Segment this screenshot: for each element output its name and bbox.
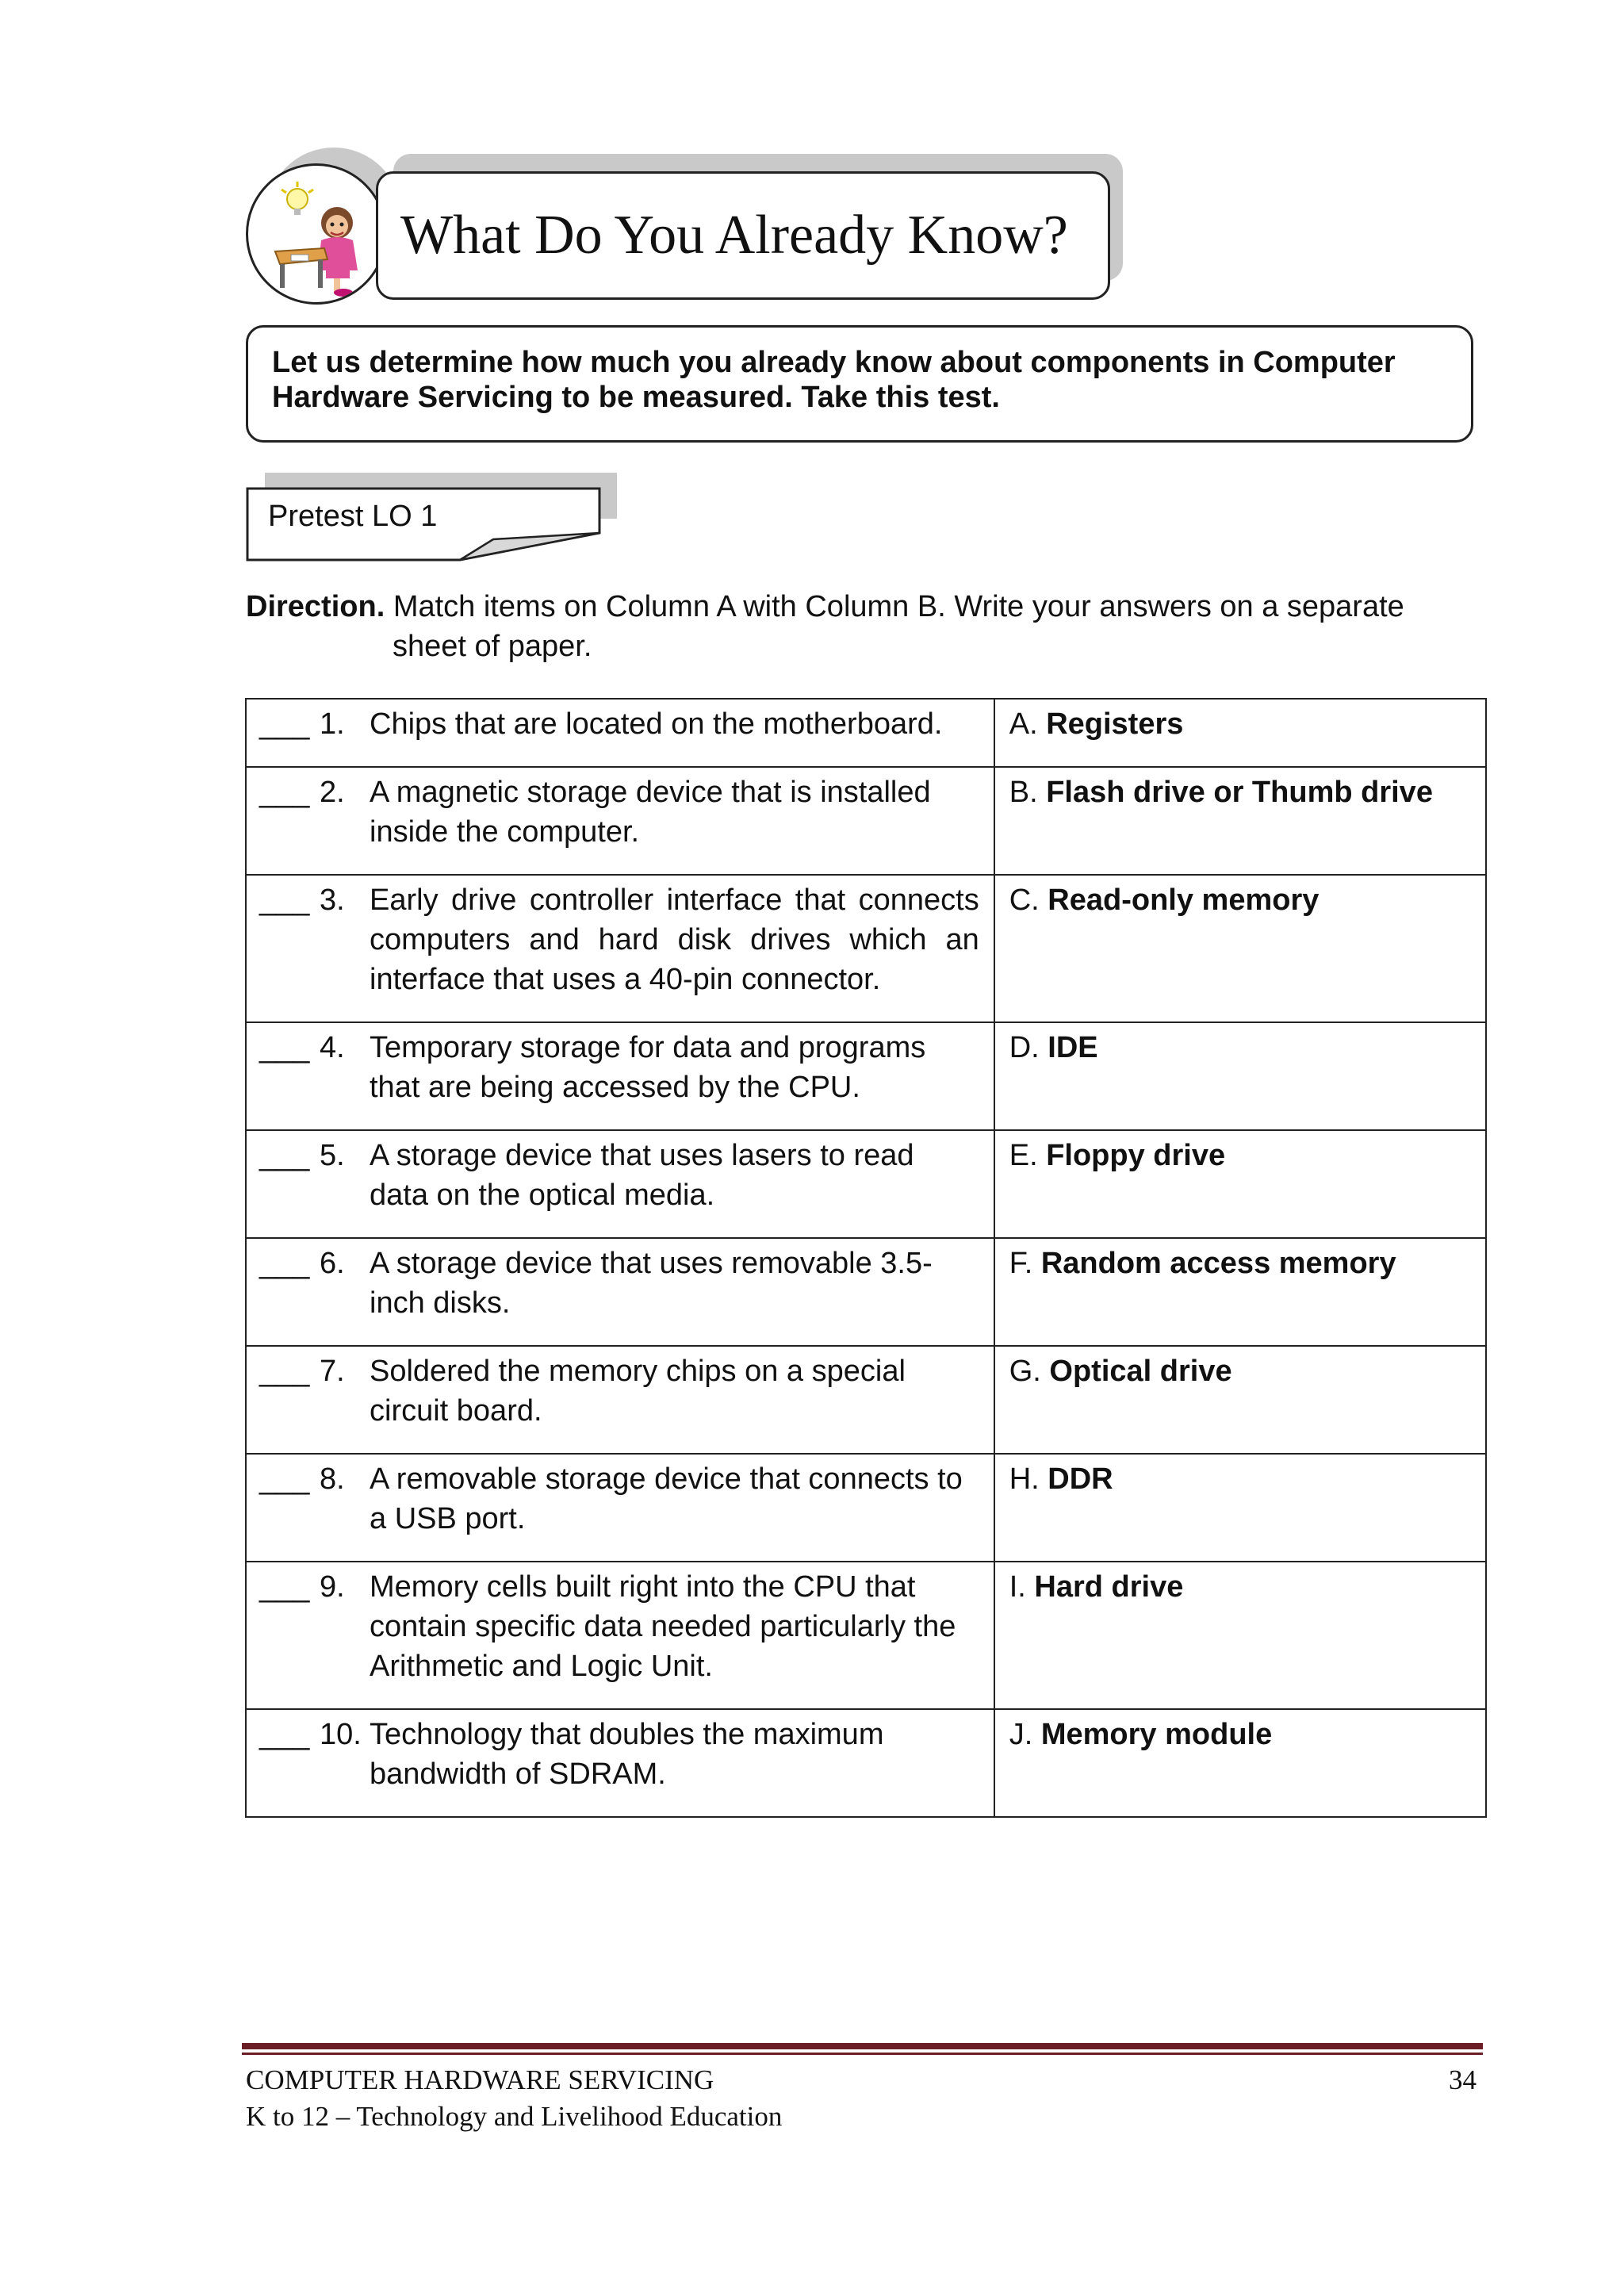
item-text: A magnetic storage device that is installed inside the computer. (370, 776, 931, 849)
answer-blank: ___ (259, 1247, 310, 1280)
table-row (246, 875, 1486, 1022)
choice-term: Floppy drive (1046, 1139, 1226, 1172)
answer-blank: ___ (259, 1355, 310, 1388)
item-number: 9. (320, 1570, 345, 1604)
footer-program: K to 12 – Technology and Livelihood Education (246, 2101, 783, 2132)
answer-blank: ___ (259, 1462, 310, 1496)
direction (246, 587, 1515, 666)
column-a-cell (246, 875, 994, 1022)
footer-rule-thin (242, 2053, 1483, 2055)
answer-blank: ___ (259, 884, 310, 917)
direction-lead: Direction. (246, 590, 385, 623)
answer-blank: ___ (259, 776, 310, 809)
column-a-cell (246, 1454, 994, 1562)
choice-letter: D. (1009, 1031, 1040, 1064)
table-row (246, 1562, 1486, 1709)
pretest-label: Pretest LO 1 (268, 500, 438, 533)
item-number: 7. (320, 1355, 345, 1388)
item-text: A removable storage device that connects to a USB port. (370, 1462, 963, 1535)
answer-blank: ___ (259, 1031, 310, 1064)
choice-letter: J. (1009, 1718, 1033, 1751)
item-text: Technology that doubles the maximum bandwidth of SDRAM. (370, 1718, 884, 1791)
page-number: 34 (1449, 2064, 1477, 2095)
column-a-cell (246, 1562, 994, 1709)
choice-letter: E. (1009, 1139, 1038, 1172)
item-text: Temporary storage for data and programs that are being accessed by the CPU. (370, 1031, 926, 1104)
item-number: 6. (320, 1247, 345, 1280)
choice-term: Flash drive or Thumb drive (1046, 776, 1433, 809)
answer-blank: ___ (259, 1139, 310, 1172)
choice-term: DDR (1048, 1462, 1113, 1496)
table-row (246, 1022, 1486, 1130)
column-a-cell (246, 1709, 994, 1817)
page-title: What Do You Already Know? (400, 205, 1068, 266)
column-a-cell (246, 1238, 994, 1346)
column-b-cell (994, 1709, 1486, 1817)
item-text: Early drive controller interface that connects computers and hard disk drives which an interface that uses a 40-pin connector. (370, 884, 979, 996)
table-row (246, 1709, 1486, 1817)
choice-term: Hard drive (1034, 1570, 1184, 1604)
item-number: 1. (320, 707, 345, 741)
column-b-cell (994, 767, 1486, 875)
answer-blank: ___ (259, 1570, 310, 1604)
item-number: 2. (320, 776, 345, 809)
student-at-desk-icon (246, 163, 387, 305)
choice-term: Optical drive (1049, 1355, 1232, 1388)
column-b-cell (994, 875, 1486, 1022)
column-b-cell (994, 1130, 1486, 1238)
table-row (246, 767, 1486, 875)
choice-term: Random access memory (1040, 1247, 1396, 1280)
footer-rule (242, 2043, 1483, 2049)
table-row (246, 1346, 1486, 1454)
choice-term: Read-only memory (1048, 884, 1320, 917)
item-text: A storage device that uses lasers to read data on the optical media. (370, 1139, 914, 1212)
table-row (246, 1454, 1486, 1562)
choice-term: Registers (1046, 707, 1184, 741)
choice-letter: I. (1009, 1570, 1026, 1604)
choice-letter: H. (1009, 1462, 1040, 1496)
column-b-cell (994, 1562, 1486, 1709)
item-text: Memory cells built right into the CPU that contain specific data needed particularly the Arithmetic and Logic Unit. (370, 1570, 956, 1683)
item-number: 8. (320, 1462, 345, 1496)
column-b-cell (994, 1238, 1486, 1346)
column-a-cell (246, 699, 994, 767)
section-banner (376, 171, 1110, 300)
item-text: Chips that are located on the motherboard. (370, 707, 943, 741)
matching-table (245, 698, 1487, 1818)
direction-line2: sheet of paper. (393, 630, 592, 663)
choice-letter: G. (1009, 1355, 1041, 1388)
item-number: 3. (320, 884, 345, 917)
answer-blank: ___ (259, 707, 310, 741)
choice-term: IDE (1048, 1031, 1098, 1064)
item-number: 4. (320, 1031, 345, 1064)
answer-blank: ___ (259, 1718, 310, 1751)
page-footer (246, 2062, 1483, 2135)
choice-letter: C. (1009, 884, 1040, 917)
column-b-cell (994, 1022, 1486, 1130)
item-number: 5. (320, 1139, 345, 1172)
table-row (246, 1130, 1486, 1238)
column-a-cell (246, 1346, 994, 1454)
table-row (246, 699, 1486, 767)
footer-course: COMPUTER HARDWARE SERVICING (246, 2064, 714, 2095)
item-number: 10. (320, 1718, 362, 1751)
choice-term: Memory module (1040, 1718, 1273, 1751)
table-row (246, 1238, 1486, 1346)
column-a-cell (246, 1022, 994, 1130)
choice-letter: B. (1009, 776, 1038, 809)
column-b-cell (994, 1454, 1486, 1562)
intro-box (246, 325, 1473, 443)
choice-letter: A. (1009, 707, 1038, 741)
column-a-cell (246, 767, 994, 875)
choice-letter: F. (1009, 1247, 1033, 1280)
column-b-cell (994, 699, 1486, 767)
column-b-cell (994, 1346, 1486, 1454)
intro-text: Let us determine how much you already know about components in Computer Hardware Servicing to be measured. Take this test. (272, 346, 1396, 414)
direction-line1: Match items on Column A with Column B. Write your answers on a separate (393, 590, 1404, 623)
item-text: A storage device that uses removable 3.5-inch disks. (370, 1247, 933, 1320)
column-a-cell (246, 1130, 994, 1238)
item-text: Soldered the memory chips on a special circuit board. (370, 1355, 906, 1428)
